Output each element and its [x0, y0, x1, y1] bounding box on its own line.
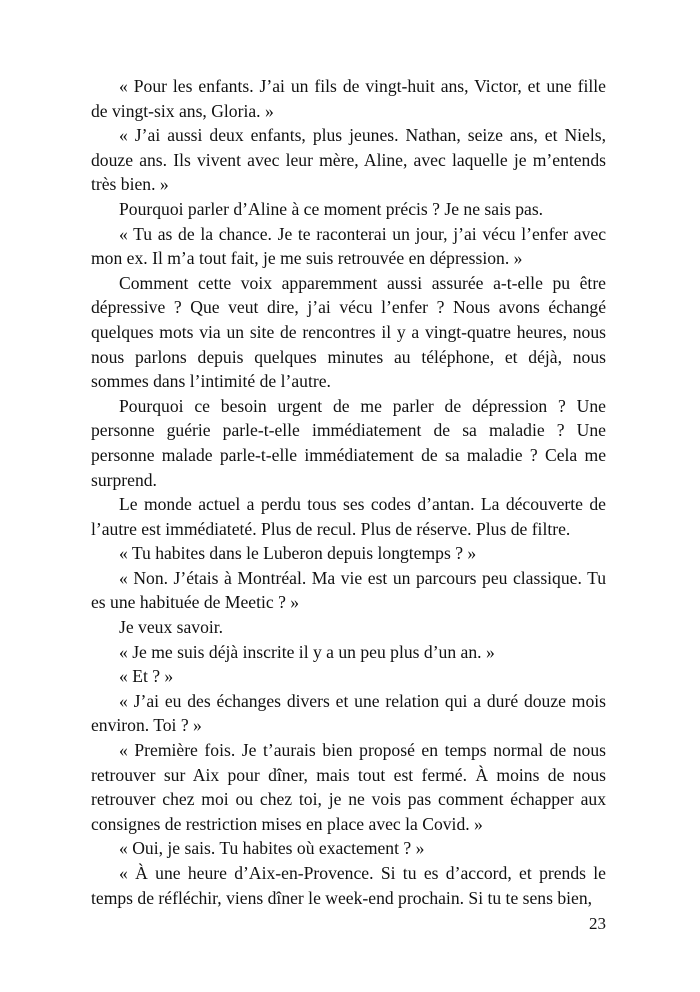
paragraph: Le monde actuel a perdu tous ses codes d’antan. La découverte de l’autre est immédiateté. Plus de recul. Plus de réserve. Plus de filtre. — [91, 494, 606, 539]
paragraph: « Et ? » — [119, 666, 174, 687]
paragraph: « Oui, je sais. Tu habites où exactement ? » — [119, 838, 425, 859]
paragraph: « J’ai eu des échanges divers et une relation qui a duré douze mois environ. Toi ? » — [91, 690, 606, 736]
body-text — [91, 74, 606, 910]
paragraph: « Pour les enfants. J’ai un fils de vingt-huit ans, Victor, et une fille de vingt-six ans, Gloria. » — [91, 76, 606, 121]
page-number: 23 — [589, 914, 606, 933]
paragraph: Je veux savoir. — [119, 617, 224, 638]
paragraph: Pourquoi parler d’Aline à ce moment précis ? Je ne sais pas. — [119, 198, 544, 219]
paragraph: « Je me suis déjà inscrite il y a un peu plus d’un an. » — [119, 641, 495, 662]
paragraph: « Non. J’étais à Montréal. Ma vie est un parcours peu classique. Tu es une habituée de Meetic ? » — [91, 567, 606, 613]
paragraph: Comment cette voix apparemment aussi assurée a-t-elle pu être dépressive ? Que veut dire, j’ai vécu l’enfer ? Nous avons échangé quelques mots via un site de rencontres il y a vingt-quatre heures, nous nous parlons depuis quelques minutes au téléphone, et déjà, nous sommes dans l’intimité de l’autre. — [91, 272, 606, 392]
paragraph: « Tu as de la chance. Je te raconterai un jour, j’ai vécu l’enfer avec mon ex. Il m’a tout fait, je me suis retrouvée en dépression. » — [91, 223, 606, 269]
paragraph: Pourquoi ce besoin urgent de me parler de dépression ? Une personne guérie parle-t-elle immédiatement de sa maladie ? Une personne malade parle-t-elle immédiatement de sa maladie ? Cela me surprend. — [91, 395, 606, 490]
paragraph: « À une heure d’Aix-en-Provence. Si tu es d’accord, et prends le temps de réfléchir, viens dîner le week-end prochain. Si tu te sens bien, — [91, 863, 606, 908]
paragraph: « Tu habites dans le Luberon depuis longtemps ? » — [119, 543, 477, 564]
paragraph: « Première fois. Je t’aurais bien proposé en temps normal de nous retrouver sur Aix pour dîner, mais tout est fermé. À moins de nous retrouver chez moi ou chez toi, je ne vois pas comment échapper aux consignes de restriction mises en place avec la Covid. » — [91, 740, 606, 834]
paragraph: « J’ai aussi deux enfants, plus jeunes. Nathan, seize ans, et Niels, douze ans. Ils vivent avec leur mère, Aline, avec laquelle je m’entends très bien. » — [91, 125, 606, 195]
